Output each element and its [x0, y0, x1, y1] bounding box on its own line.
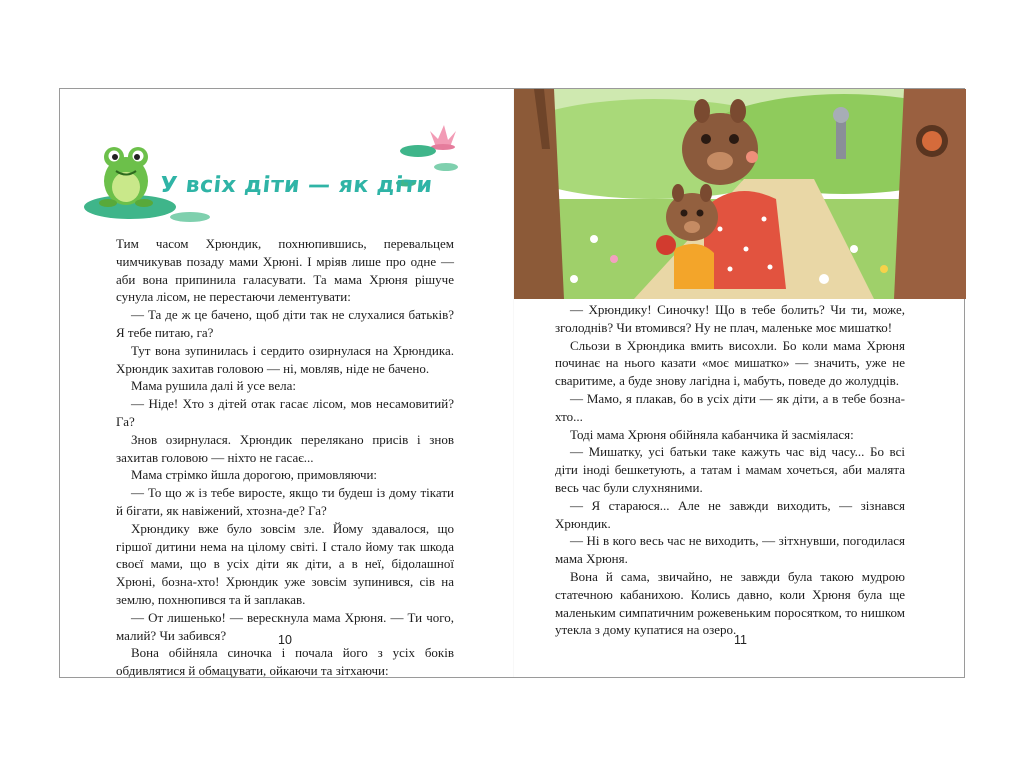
paragraph: — То що ж із тебе виросте, якщо ти будеш із дому тікати й бігати, як навіжений, хтозна-де? Га? [116, 485, 454, 518]
paragraph: — Я стараюся... Але не завжди виходить, — зізнався Хрюндик. [555, 497, 905, 531]
paragraph: — От лишенько! — верескнула мама Хрюня. — Ти чого, малий? Чи забився? [116, 609, 454, 643]
story-illustration [514, 89, 966, 299]
page-number: 11 [734, 633, 747, 647]
paragraph: Тоді мама Хрюня обійняла кабанчика й засміялася: [570, 426, 854, 442]
paragraph: — Мамо, я плакав, бо в усіх діти — як діти, а в тебе бозна-хто... [555, 390, 905, 424]
paragraph: Тим часом Хрюндик, похнюпившись, перевальцем чимчикував позаду мами Хрюні. І мріяв лише про одне — аби вона припинила галасувати. Та мама Хрюня рішуче сунула лісом, не перестаючи лементувати: [116, 236, 454, 305]
paragraph: Вона й сама, звичайно, не завжди була такою мудрою статечною кабанихою. Колись давно, коли Хрюня була ще маленьким симпатичним рожевеньким поросятком, то нишком утекла з дому купатися на озеро. [555, 568, 905, 638]
paragraph: Хрюндику вже було зовсім зле. Йому здавалося, що гіршої дитини нема на цілому світі. І стало йому так шкода своєї мами, що в усіх діти як діти, а в неї, бідолашної Хрюні, бозна-хто! Хрюндик уже зовсім зупинився, сів на землю, похнюпився та й заплакав. [116, 520, 454, 607]
paragraph: Тут вона зупинилась і сердито озирнулася на Хрюндика. Хрюндик захитав головою — ні, мовляв, ніде не бачено. [116, 342, 454, 376]
paragraph: Сльози в Хрюндика вмить висохли. Бо коли мама Хрюня починає на нього казати «моє мишатко» — значить, уже не сваритиме, а буде знову лагідна і, мабуть, поведе до жолудців. [555, 337, 905, 389]
paragraph: Вона обійняла синочка і почала його з усіх боків обдивлятися й обмацувати, ойкаючи та зітхаючи: [116, 645, 454, 679]
paragraph: Мама рушила далі й усе вела: [131, 378, 296, 394]
right-body-text [555, 301, 905, 639]
paragraph: — Ні в кого весь час не виходить, — зітхнувши, погодилася мама Хрюня. [555, 533, 905, 567]
left-body-text [116, 235, 454, 680]
page-number: 10 [278, 633, 292, 647]
paragraph: — Та де ж це бачено, щоб діти так не слухалися батьків? Я тебе питаю, га? [116, 307, 454, 340]
paragraph: Мама стрімко йшла дорогою, примовляючи: [131, 467, 378, 483]
paragraph: — Хрюндику! Синочку! Що в тебе болить? Чи ти, може, зголоднів? Чи втомився? Ну не плач, маленьке моє мишатко! [555, 302, 905, 335]
paragraph: — Мишатку, усі батьки таке кажуть час від часу... Бо всі діти іноді бешкетують, а татам і мамам хочеться, аби малята весь час були слухняними. [555, 444, 905, 495]
paragraph: — Ніде! Хто з дітей отак гасає лісом, мов несамовитий? Га? [116, 396, 454, 429]
chapter-title: У всіх діти — як діти [158, 173, 434, 198]
book-spread [59, 88, 965, 678]
paragraph: Знов озирнулася. Хрюндик перелякано присів і знов захитав головою — ніхто не гасає... [116, 431, 454, 465]
lotus-flower-icon [430, 125, 456, 150]
